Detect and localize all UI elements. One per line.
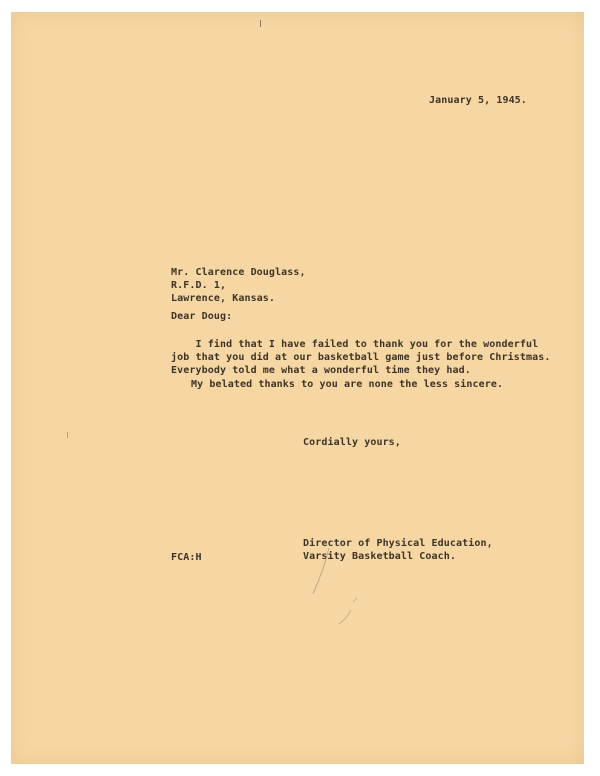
recipient-route: R.F.D. 1, xyxy=(171,280,227,291)
signature-title-2: Varsity Basketball Coach. xyxy=(303,551,457,562)
signature-title-1: Director of Physical Education, xyxy=(303,538,493,549)
recipient-name: Mr. Clarence Douglass, xyxy=(171,267,306,278)
pencil-stroke-mark xyxy=(11,12,584,764)
body-paragraph-2: My belated thanks to you are none the less sincere. xyxy=(191,379,504,390)
paragraph-1-line-1: I find that I have failed to thank you for the wonderful xyxy=(195,339,539,350)
salutation: Dear Doug: xyxy=(171,311,233,322)
paragraph-1-line-2: job that you did at our basketball game just before Christmas. xyxy=(171,352,551,363)
letter-date: January 5, 1945. xyxy=(429,95,527,106)
letter-page xyxy=(11,12,584,764)
typist-initials: FCA:H xyxy=(171,552,202,563)
recipient-city: Lawrence, Kansas. xyxy=(171,293,276,304)
paragraph-1-line-3: Everybody told me what a wonderful time they had. xyxy=(171,365,471,376)
closing: Cordially yours, xyxy=(303,437,401,448)
